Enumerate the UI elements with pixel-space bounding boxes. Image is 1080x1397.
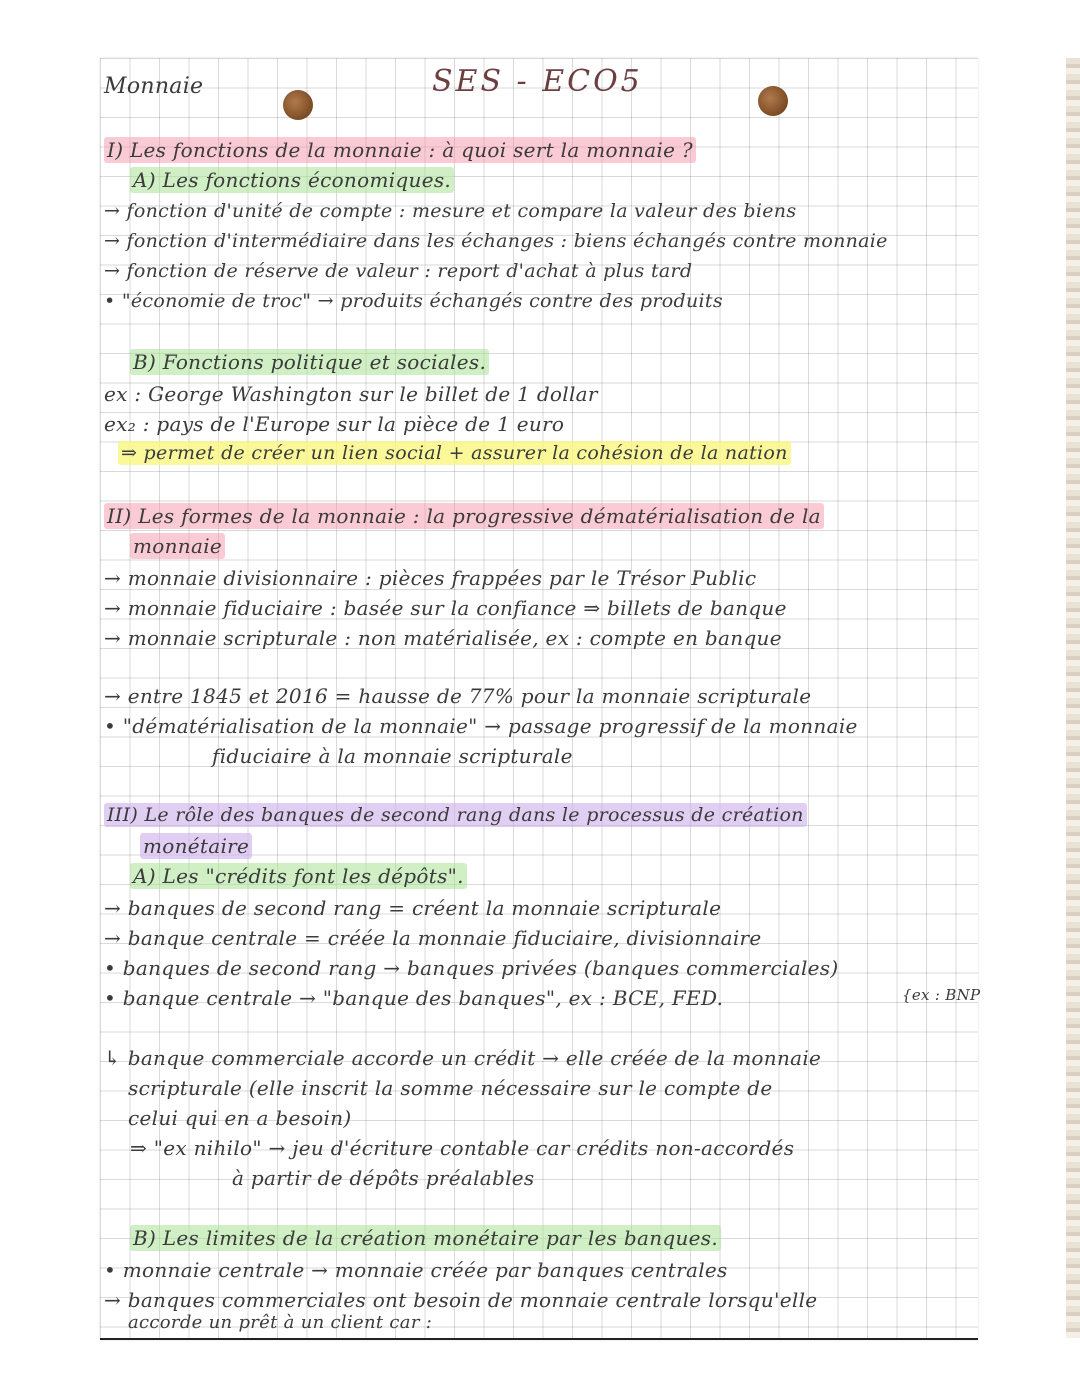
section3-last-3: accorde un prêt à un client car : bbox=[128, 1312, 433, 1333]
section3-heading-cont: monétaire bbox=[140, 834, 252, 858]
section3-sub-a: A) Les "crédits font les dépôts". bbox=[130, 864, 467, 888]
section3-line-2: → banque centrale = créée la monnaie fiduciaire, divisionnaire bbox=[104, 926, 762, 950]
section1-heading: I) Les fonctions de la monnaie : à quoi sert la monnaie ? bbox=[104, 138, 696, 162]
section1-line-3: → fonction de réserve de valeur : report d'achat à plus tard bbox=[104, 260, 693, 282]
example-1: ex : George Washington sur le billet de 1 dollar bbox=[104, 382, 598, 406]
section2-stat: → entre 1845 et 2016 = hausse de 77% pour la monnaie scripturale bbox=[104, 684, 812, 708]
section2-demat-1: • "dématérialisation de la monnaie" → passage progressif de la monnaie bbox=[104, 714, 858, 738]
section3-heading: III) Le rôle des banques de second rang dans le processus de création bbox=[104, 804, 807, 826]
section1-sub-b: B) Fonctions politique et sociales. bbox=[130, 350, 489, 374]
binder-hole-right bbox=[758, 86, 788, 116]
torn-edge bbox=[1066, 58, 1080, 1338]
section1-line-2: → fonction d'intermédiaire dans les échanges : biens échangés contre monnaie bbox=[104, 230, 888, 252]
section2-line-2: → monnaie fiduciaire : basée sur la confiance ⇒ billets de banque bbox=[104, 596, 787, 620]
binder-hole-left bbox=[283, 90, 313, 120]
section3-para-3: celui qui en a besoin) bbox=[128, 1106, 352, 1130]
section3-line-4: • banque centrale → "banque des banques", ex : BCE, FED. bbox=[104, 986, 724, 1010]
section3-para-5: à partir de dépôts préalables bbox=[232, 1166, 535, 1190]
example-2: ex₂ : pays de l'Europe sur la pièce de 1 euro bbox=[104, 412, 565, 436]
section2-heading: II) Les formes de la monnaie : la progressive dématérialisation de la bbox=[104, 504, 824, 528]
section1-conclusion: ⇒ permet de créer un lien social + assurer la cohésion de la nation bbox=[118, 442, 791, 464]
section2-line-1: → monnaie divisionnaire : pièces frappées par le Trésor Public bbox=[104, 566, 757, 590]
subject-label: Monnaie bbox=[104, 74, 204, 99]
section3-line-3: • banques de second rang → banques privées (banques commerciales) bbox=[104, 956, 839, 980]
section3-aside: {ex : BNP bbox=[902, 986, 981, 1004]
section2-line-3: → monnaie scripturale : non matérialisée, ex : compte en banque bbox=[104, 626, 782, 650]
section3-para-1: ↳ banque commerciale accorde un crédit → elle créée de la monnaie bbox=[104, 1046, 822, 1070]
page-title: SES - ECO5 bbox=[432, 64, 643, 99]
section1-sub-a: A) Les fonctions économiques. bbox=[130, 168, 454, 192]
section3-last-1: • monnaie centrale → monnaie créée par banques centrales bbox=[104, 1258, 728, 1282]
section3-line-1: → banques de second rang = créent la monnaie scripturale bbox=[104, 896, 722, 920]
section3-para-2: scripturale (elle inscrit la somme nécessaire sur le compte de bbox=[128, 1076, 773, 1100]
section1-line-4: • "économie de troc" → produits échangés contre des produits bbox=[104, 290, 723, 312]
section3-sub-b: B) Les limites de la création monétaire par les banques. bbox=[130, 1226, 721, 1250]
section1-line-1: → fonction d'unité de compte : mesure et compare la valeur des biens bbox=[104, 200, 797, 222]
section2-demat-2: fiduciaire à la monnaie scripturale bbox=[212, 744, 573, 768]
section3-last-2: → banques commerciales ont besoin de monnaie centrale lorsqu'elle bbox=[104, 1288, 818, 1312]
section3-para-4: ⇒ "ex nihilo" → jeu d'écriture contable car crédits non-accordés bbox=[130, 1136, 795, 1160]
section2-heading-cont: monnaie bbox=[130, 534, 225, 558]
